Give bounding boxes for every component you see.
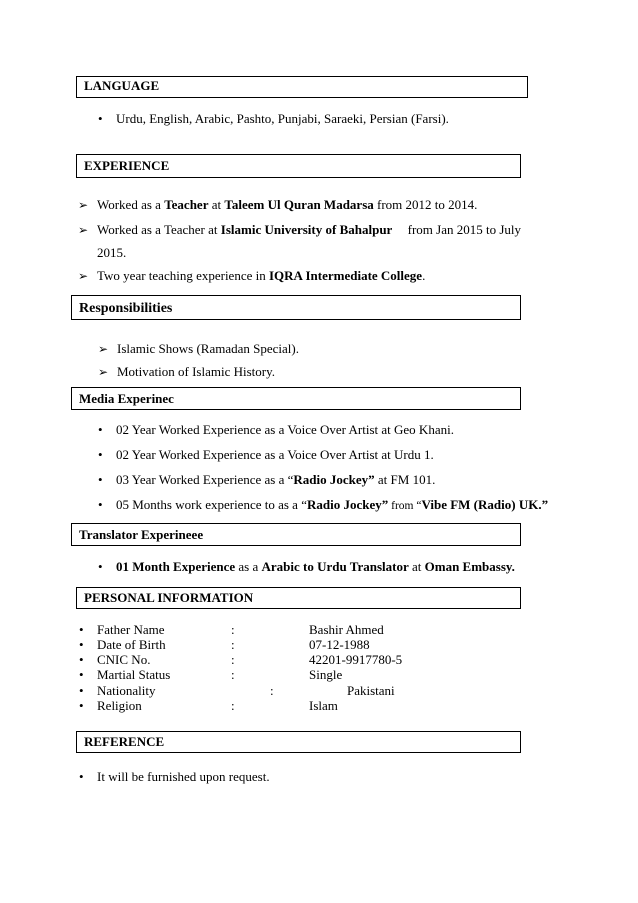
bullet-dot: •: [98, 111, 103, 126]
marital-status-label: Martial Status: [97, 667, 171, 682]
bullet-dot: •: [98, 472, 103, 487]
field-separator: :: [231, 652, 235, 667]
arrow-bullet-icon: ➢: [98, 342, 109, 356]
personal-info-heading: PERSONAL INFORMATION: [76, 587, 521, 609]
translator-heading: Translator Experineee: [71, 523, 521, 546]
father-name-value: Bashir Ahmed: [309, 622, 384, 637]
experience-item-2: Worked as a Teacher at Islamic University of Bahalpur from Jan 2015 to July: [97, 222, 521, 237]
language-text: Urdu, English, Arabic, Pashto, Punjabi, Saraeki, Persian (Farsi).: [116, 111, 449, 126]
bullet-dot: •: [79, 698, 84, 713]
arrow-bullet-icon: ➢: [98, 365, 109, 379]
media-heading: Media Experinec: [71, 387, 521, 410]
responsibilities-heading: Responsibilities: [71, 295, 521, 320]
religion-label: Religion: [97, 698, 142, 713]
marital-status-value: Single: [309, 667, 343, 682]
experience-heading: EXPERIENCE: [76, 154, 521, 178]
bullet-dot: •: [79, 622, 84, 637]
cnic-label: CNIC No.: [97, 652, 151, 667]
arrow-bullet-icon: ➢: [78, 269, 89, 283]
field-separator: :: [231, 698, 235, 713]
translator-item: 01 Month Experience as a Arabic to Urdu Translator at Oman Embassy.: [116, 559, 515, 574]
experience-item-1: Worked as a Teacher at Taleem Ul Quran Madarsa from 2012 to 2014.: [97, 197, 478, 212]
bullet-dot: •: [98, 447, 103, 462]
experience-item-3: Two year teaching experience in IQRA Intermediate College.: [97, 268, 426, 283]
bullet-dot: •: [98, 497, 103, 512]
bullet-dot: •: [79, 652, 84, 667]
responsibility-item-1: Islamic Shows (Ramadan Special).: [117, 341, 299, 356]
experience-item-2-cont: 2015.: [97, 245, 127, 260]
responsibility-item-2: Motivation of Islamic History.: [117, 364, 276, 379]
media-item-2: 02 Year Worked Experience as a Voice Over Artist at Urdu 1.: [116, 447, 434, 462]
media-item-4: 05 Months work experience to as a “Radio Jockey” from “Vibe FM (Radio) UK.”: [116, 497, 549, 512]
bullet-dot: •: [79, 637, 84, 652]
field-separator: :: [231, 622, 235, 637]
field-separator: :: [231, 637, 235, 652]
cnic-value: 42201-9917780-5: [309, 652, 403, 667]
nationality-value: Pakistani: [347, 683, 395, 698]
dob-value: 07-12-1988: [309, 637, 370, 652]
nationality-label: Nationality: [97, 683, 156, 698]
reference-heading: REFERENCE: [76, 731, 521, 753]
arrow-bullet-icon: ➢: [78, 198, 89, 212]
language-heading: LANGUAGE: [76, 76, 528, 98]
media-item-1: 02 Year Worked Experience as a Voice Over Artist at Geo Khani.: [116, 422, 454, 437]
media-item-3: 03 Year Worked Experience as a “Radio Jockey” at FM 101.: [116, 472, 436, 487]
arrow-bullet-icon: ➢: [78, 223, 89, 237]
reference-text: It will be furnished upon request.: [97, 769, 270, 784]
bullet-dot: •: [79, 683, 84, 698]
field-separator: :: [270, 683, 274, 698]
bullet-dot: •: [79, 667, 84, 682]
father-name-label: Father Name: [97, 622, 165, 637]
bullet-dot: •: [79, 769, 84, 784]
dob-label: Date of Birth: [97, 637, 166, 652]
bullet-dot: •: [98, 422, 103, 437]
religion-value: Islam: [309, 698, 338, 713]
field-separator: :: [231, 667, 235, 682]
bullet-dot: •: [98, 559, 103, 574]
